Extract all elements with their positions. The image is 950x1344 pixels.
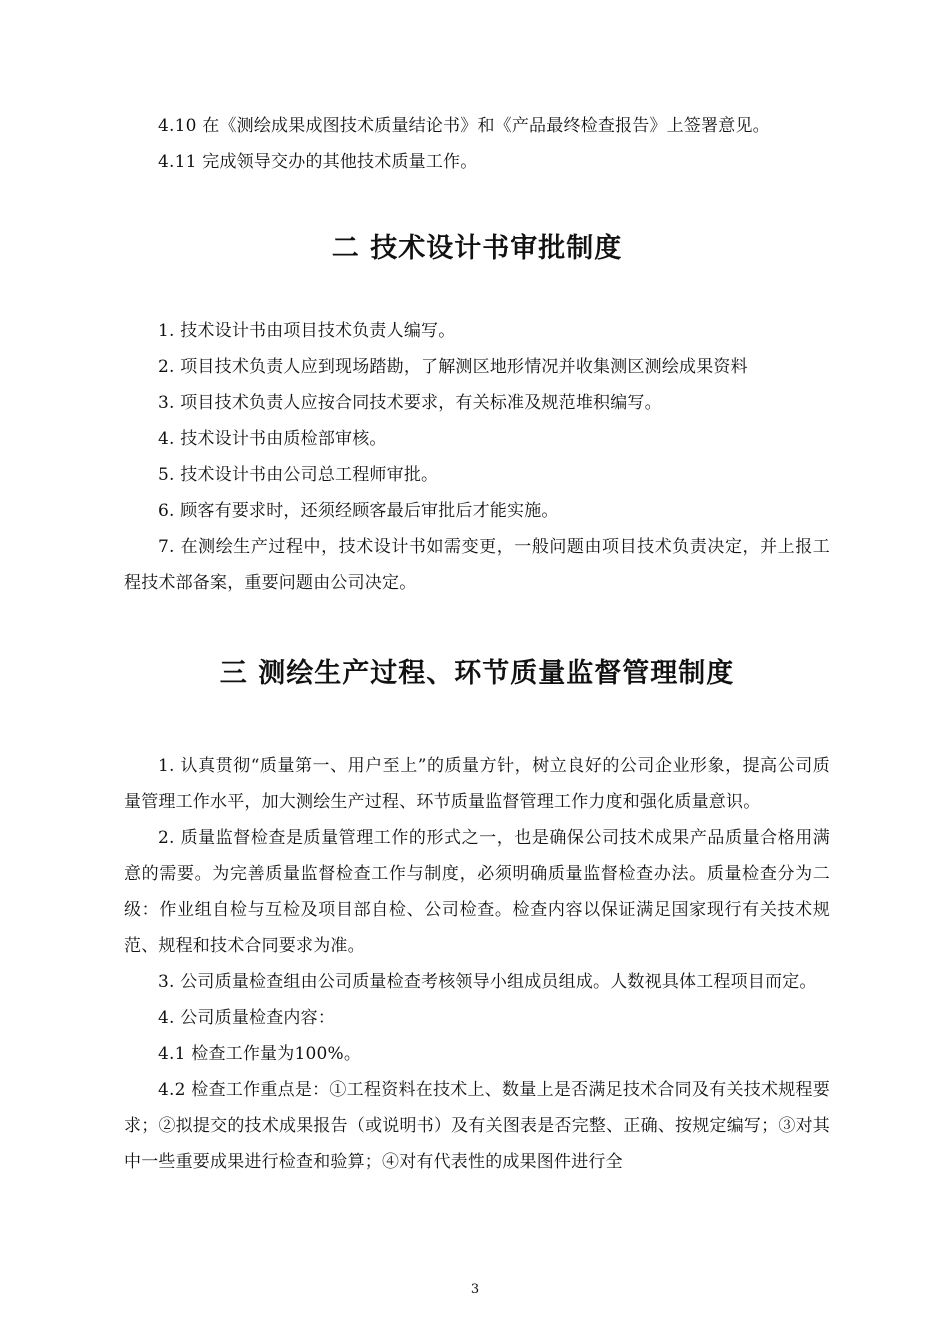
page-number: 3 xyxy=(470,1282,480,1297)
paragraph: 2. 质量监督检查是质量管理工作的形式之一，也是确保公司技术成果产品质量合格用满意的需要。为完善质量监督检查工作与制度，必须明确质量监督检查办法。质量检查分为二级：作业组自检与互检及项目部自检、公司检查。检查内容以保证满足国家现行有关技术规范、规程和技术合同要求为准。 xyxy=(124,828,830,956)
section-heading: 二 技术设计书审批制度 xyxy=(331,233,623,264)
paragraph: 4.11 完成领导交办的其他技术质量工作。 xyxy=(158,152,478,172)
paragraph: 4. 公司质量检查内容： xyxy=(158,1008,336,1028)
paragraph: 3. 项目技术负责人应按合同技术要求，有关标准及规范堆积编写。 xyxy=(158,393,662,413)
paragraph: 1. 认真贯彻“质量第一、用户至上”的质量方针，树立良好的公司企业形象，提高公司质量管理工作水平，加大测绘生产过程、环节质量监督管理工作力度和强化质量意识。 xyxy=(124,756,830,812)
paragraph: 5. 技术设计书由公司总工程师审批。 xyxy=(158,465,439,485)
paragraph: 1. 技术设计书由项目技术负责人编写。 xyxy=(158,321,456,341)
paragraph: 4.10 在《测绘成果成图技术质量结论书》和《产品最终检查报告》上签署意见。 xyxy=(158,116,770,136)
paragraph: 4. 技术设计书由质检部审核。 xyxy=(158,429,387,449)
paragraph: 3. 公司质量检查组由公司质量检查考核领导小组成员组成。人数视具体工程项目而定。 xyxy=(158,972,817,992)
section-heading: 三 测绘生产过程、环节质量监督管理制度 xyxy=(219,658,735,689)
paragraph: 4.2 检查工作重点是：①工程资料在技术上、数量上是否满足技术合同及有关技术规程要求；②拟提交的技术成果报告（或说明书）及有关图表是否完整、正确、按规定编写；③对其中一些重要成果进行检查和验算；④对有代表性的成果图件进行全 xyxy=(124,1080,830,1172)
paragraph: 6. 顾客有要求时，还须经顾客最后审批后才能实施。 xyxy=(158,501,559,521)
paragraph: 4.1 检查工作量为100%。 xyxy=(158,1044,362,1064)
document-body xyxy=(124,108,830,1180)
paragraph: 7. 在测绘生产过程中，技术设计书如需变更，一般问题由项目技术负责决定，并上报工程技术部备案，重要问题由公司决定。 xyxy=(124,537,830,593)
paragraph: 2. 项目技术负责人应到现场踏勘，了解测区地形情况并收集测区测绘成果资料 xyxy=(158,357,748,377)
